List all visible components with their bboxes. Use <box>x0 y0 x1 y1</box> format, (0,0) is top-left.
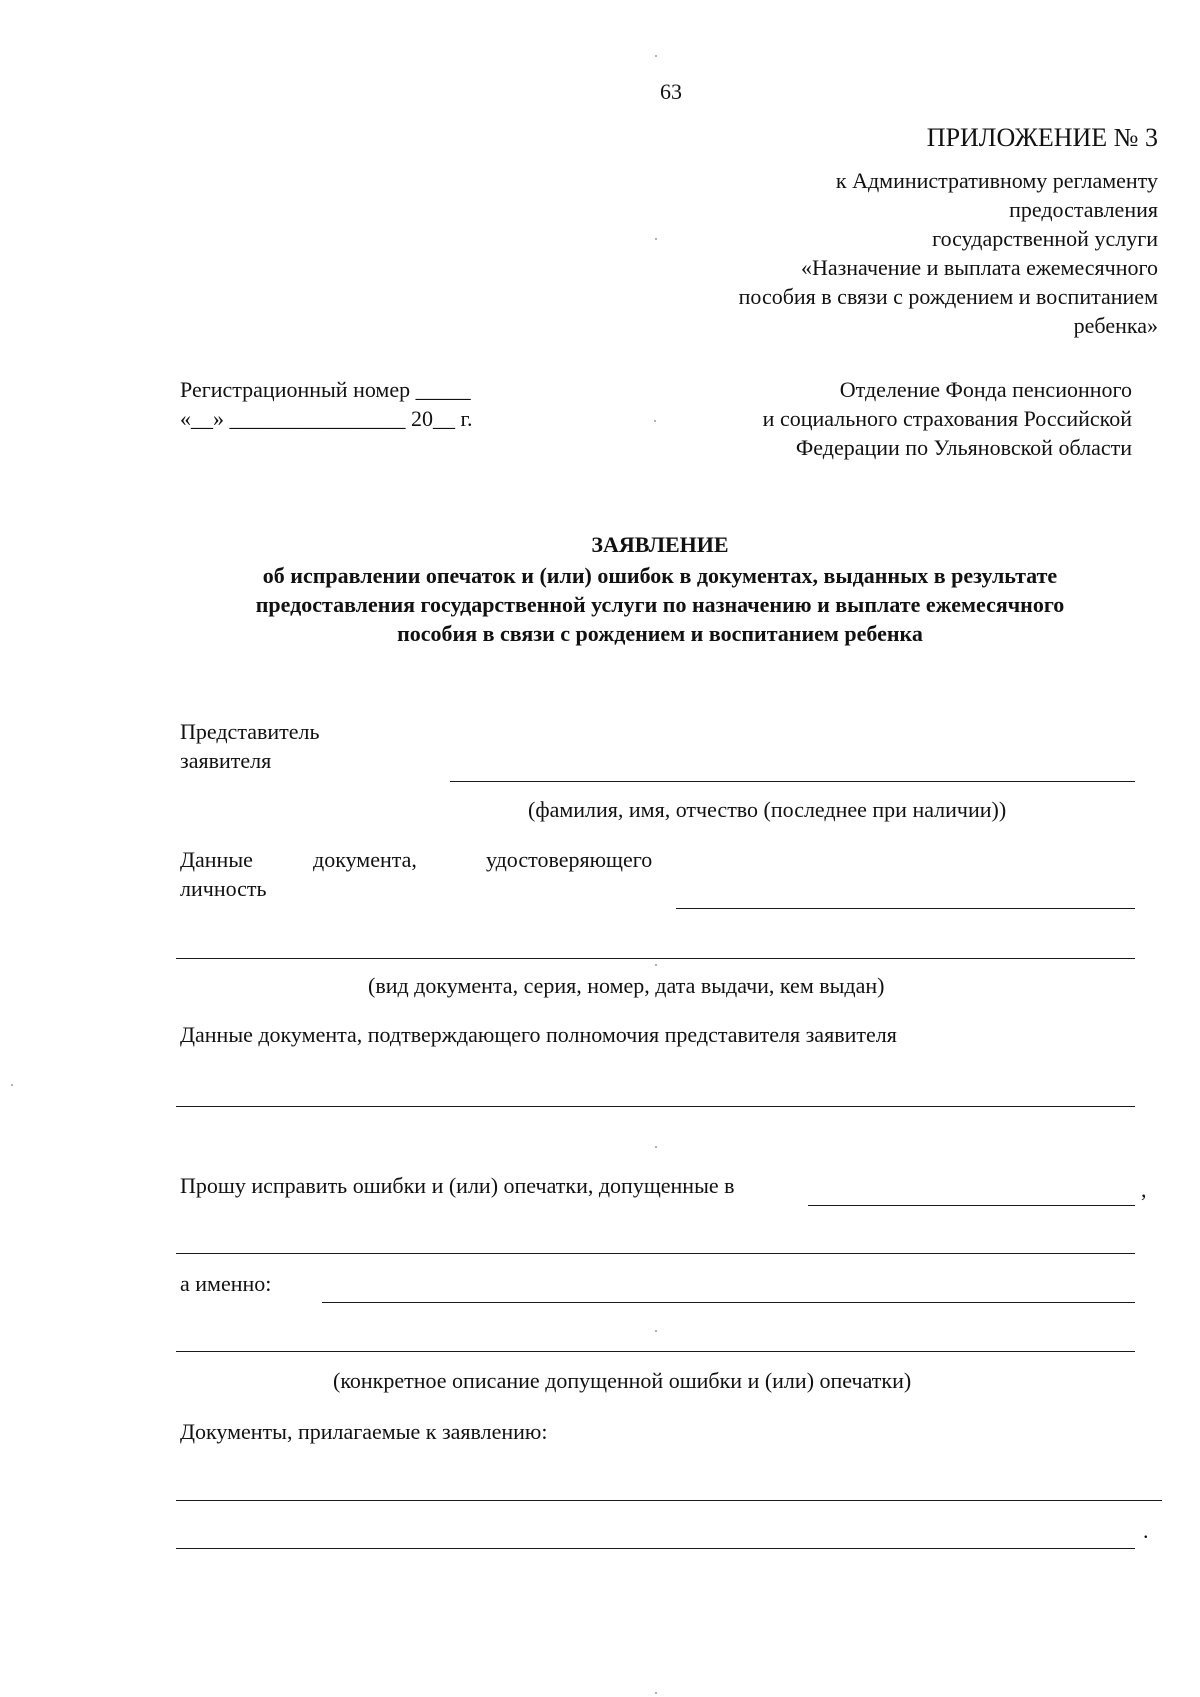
attachments-field-continued[interactable] <box>176 1548 1135 1549</box>
statement-subtitle-line: предоставления государственной услуги по назначению и выплате ежемесячного <box>255 592 1065 617</box>
statement-subtitle-line: пособия в связи с рождением и воспитанием ребенка <box>397 621 923 646</box>
id-document-label-word: документа, <box>313 847 417 872</box>
authority-document-label: Данные документа, подтверждающего полномочия представителя заявителя <box>180 1022 897 1047</box>
page-number: 63 <box>660 79 682 104</box>
addressee-line: Федерации по Ульяновской области <box>795 435 1132 460</box>
appendix-line: «Назначение и выплата ежемесячного <box>800 255 1158 280</box>
appendix-line: государственной услуги <box>932 226 1158 251</box>
attachments-label: Документы, прилагаемые к заявлению: <box>180 1419 548 1444</box>
scan-speck <box>11 1084 13 1086</box>
addressee-line: и социального страхования Российской <box>762 406 1132 431</box>
representative-name-field[interactable] <box>450 781 1135 782</box>
registration-number-label: Регистрационный номер _____ <box>180 377 471 402</box>
addressee-line: Отделение Фонда пенсионного <box>839 377 1132 402</box>
id-document-hint: (вид документа, серия, номер, дата выдачи, кем выдан) <box>368 973 885 998</box>
error-description-hint: (конкретное описание допущенной ошибки и (или) опечатки) <box>333 1368 912 1393</box>
statement-subtitle-line: об исправлении опечаток и (или) ошибок в документах, выданных в результате <box>262 563 1058 588</box>
scan-speck <box>655 1330 657 1332</box>
authority-document-field[interactable] <box>176 1106 1135 1107</box>
scan-speck <box>655 1692 657 1694</box>
id-document-label-word: удостоверяющего <box>486 847 653 872</box>
appendix-title: ПРИЛОЖЕНИЕ № 3 <box>926 123 1158 152</box>
scan-speck <box>655 964 657 966</box>
id-document-label-continued: личность <box>180 876 267 901</box>
representative-name-hint: (фамилия, имя, отчество (последнее при наличии)) <box>528 797 1007 822</box>
scan-speck <box>654 420 656 422</box>
request-document-field[interactable] <box>808 1205 1135 1206</box>
request-field-continued[interactable] <box>176 1253 1135 1254</box>
registration-date-line: «__» ________________ 20__ г. <box>180 406 473 431</box>
namely-label: а именно: <box>180 1271 272 1296</box>
attachments-field[interactable] <box>176 1500 1162 1501</box>
scan-speck <box>655 55 657 57</box>
appendix-line: пособия в связи с рождением и воспитанием <box>738 284 1158 309</box>
scan-speck <box>655 1146 657 1148</box>
namely-field[interactable] <box>322 1302 1135 1303</box>
appendix-line: предоставления <box>1009 197 1158 222</box>
id-document-field-continued[interactable] <box>176 958 1135 959</box>
end-period: . <box>1143 1518 1149 1543</box>
request-comma: , <box>1141 1177 1147 1202</box>
representative-label-continued: заявителя <box>180 748 272 773</box>
appendix-line: ребенка» <box>1073 313 1158 338</box>
appendix-line: к Административному регламенту <box>835 168 1158 193</box>
id-document-label-word: Данные <box>180 847 253 872</box>
scan-speck <box>655 238 657 240</box>
request-label: Прошу исправить ошибки и (или) опечатки, допущенные в <box>180 1173 735 1198</box>
statement-title: ЗАЯВЛЕНИЕ <box>591 532 729 557</box>
namely-field-continued[interactable] <box>176 1351 1135 1352</box>
representative-label: Представитель <box>180 719 320 744</box>
id-document-field[interactable] <box>676 908 1135 909</box>
